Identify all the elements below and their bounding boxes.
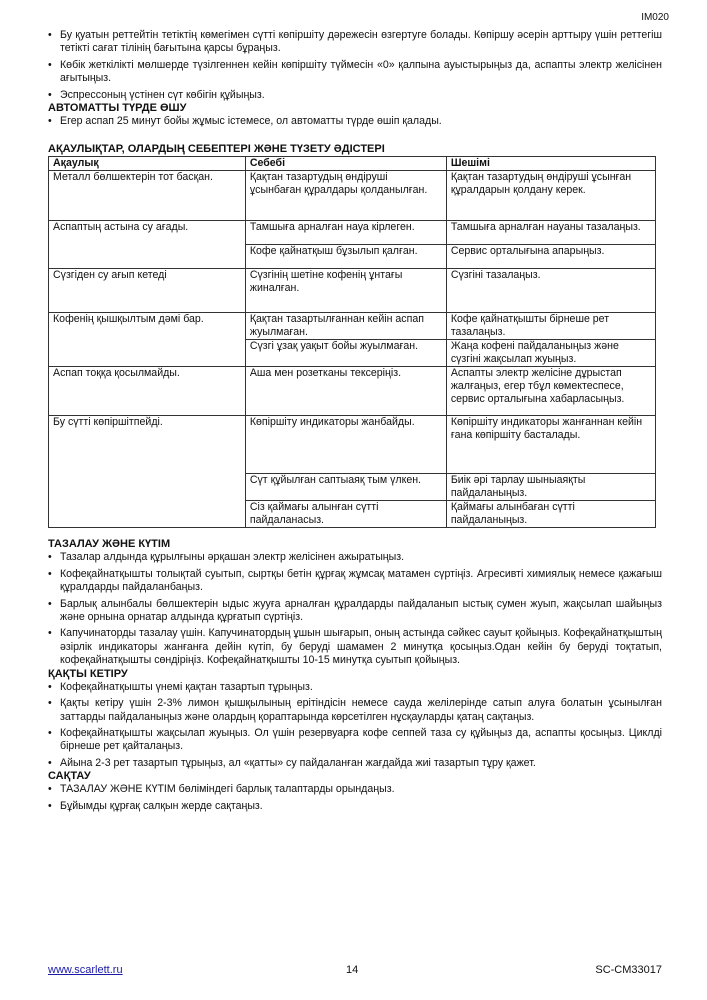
- cause-cell: Сіз қаймағы алынған сүтті пайдаланасыз.: [245, 501, 446, 528]
- problem-cell: Металл бөлшектерін тот басқан.: [49, 171, 246, 221]
- solution-cell: Кофе қайнатқышты бірнеше рет тазалаңыз.: [446, 313, 655, 340]
- cause-cell: Кофе қайнатқыш бұзылып қалған.: [245, 245, 446, 269]
- column-header-cause: Себебі: [245, 157, 446, 171]
- auto-off-bullet-list: [48, 115, 662, 128]
- bullet-item: • Бұйымды құрғақ салқын жерде сақтаңыз.: [48, 800, 662, 813]
- table-row: [49, 313, 656, 340]
- cause-cell: Тамшыға арналған науа кірлеген.: [245, 221, 446, 245]
- problem-cell: Сүзгіден су ағып кетеді: [49, 269, 246, 313]
- cleaning-heading: ТАЗАЛАУ ЖӘНЕ КҮТІМ: [48, 538, 171, 551]
- bullet-item: • Капучинаторды тазалау үшін. Капучинатордың ұшын шығарып, оның астында сәйкес сауыт қойыңыз. Кофеқайнатқыштың әзірлік индикаторы жанғанға дейін күтіп, бу берудi шамамен 2 минутқа қосыңыз.Одан кейін бу берудi тоқтатып, кофеқайнатқышты сөндіріңіз. Кофеқайнатқышты 10-15 минутқа суытып қойыңыз.: [48, 627, 662, 667]
- troubleshooting-heading: АҚАУЛЫҚТАР, ОЛАРДЫҢ СЕБЕПТЕРІ ЖӘНЕ ТҮЗЕТУ ӘДІСТЕРІ: [48, 143, 385, 156]
- cause-cell: Сүзгінің шетіне кофенің ұнтағы жиналған.: [245, 269, 446, 313]
- intro-bullet-list: [48, 29, 662, 102]
- cause-cell: Сүзгі ұзақ уақыт бойы жуылмаған.: [245, 340, 446, 367]
- bullet-item: • Көбік жеткілікті мөлшерде түзілгеннен кейін көпіршіту түймесін «0» қалпына ауыстырыңыз да, аспапты электр желісінен ағытыңыз.: [48, 59, 662, 86]
- document-id: IM020: [641, 12, 669, 23]
- problem-cell: Бу сүтті көпіршітпейді.: [49, 416, 246, 528]
- page-number: 14: [346, 964, 359, 976]
- table-row: [49, 221, 656, 245]
- storage-bullet-list: [48, 783, 662, 813]
- solution-cell: Көпіршіту индикаторы жанғаннан кейін ғана көпіршіту басталады.: [446, 416, 655, 474]
- descaling-heading: ҚАҚТЫ КЕТІРУ: [48, 667, 128, 680]
- table-header-row: [49, 157, 656, 171]
- solution-cell: Қақтан тазартудың өндіруші ұсынған құралдарын қолдану керек.: [446, 171, 655, 221]
- website-link[interactable]: www.scarlett.ru: [48, 964, 123, 976]
- problem-cell: Аспап тоққа қосылмайды.: [49, 367, 246, 416]
- model-number: SC-CM33017: [595, 964, 662, 976]
- bullet-item: • Барлық алынбалы бөлшектерін ыдыс жууға арналған құралдарды пайдаланып ыстық сумен жуып, жақсылап шайыңыз және орнына орнатар алдында құрғатып сүртіңіз.: [48, 598, 662, 625]
- column-header-solution: Шешімі: [446, 157, 655, 171]
- troubleshooting-table: [48, 156, 656, 528]
- bullet-item: • Кофеқайнатқышты жақсылап жуыңыз. Ол үшін резервуарға кофе сеппей таза су құйыңыз да, аспапты қосыңыз. Циклді бірнеше рет қайталаңыз.: [48, 727, 662, 754]
- bullet-item: • Кофеқайнатқышты үнемі қақтан тазартып тұрыңыз.: [48, 681, 662, 694]
- bullet-item: • Айына 2-3 рет тазартып тұрыңыз, ал «қатты» су пайдаланған жағдайда жиі тазартып тұру қажет.: [48, 757, 662, 770]
- bullet-item: • Бу қуатын реттейтін тетіктің көмегімен сүтті көпіршіту дәрежесін өзгертуге болады. Көпіршу әсерін арттыру үшін реттегіш тетікті сағат тілінің бағытына қарсы бұраңыз.: [48, 29, 662, 56]
- auto-off-heading: АВТОМАТТЫ ТҮРДЕ ӨШУ: [48, 102, 187, 115]
- descaling-bullet-list: [48, 681, 662, 770]
- problem-cell: Кофенің қышқылтым дәмі бар.: [49, 313, 246, 367]
- table-row: [49, 269, 656, 313]
- solution-cell: Жаңа кофені пайдаланыңыз және сүзгіні жақсылап жуыңыз.: [446, 340, 655, 367]
- solution-cell: Биік әрі тарлау шыныаяқты пайдаланыңыз.: [446, 474, 655, 501]
- cause-cell: Қақтан тазартудың өндіруші ұсынбаған құралдары қолданылған.: [245, 171, 446, 221]
- bullet-item: • Егер аспап 25 минут бойы жұмыс істемесе, ол автоматты түрде өшіп қалады.: [48, 115, 662, 128]
- bullet-item: • Кофеқайнатқышты толықтай суытып, сыртқы бетін құрғақ жұмсақ матамен сүртіңіз. Агресивті химиялық немесе қажағыш құралдарды пайдаланбаңыз.: [48, 568, 662, 595]
- bullet-item: • Тазалар алдында құрылғыны әрқашан электр желісінен ажыратыңыз.: [48, 551, 662, 564]
- solution-cell: Сүзгіні тазалаңыз.: [446, 269, 655, 313]
- table-row: [49, 171, 656, 221]
- table-row: [49, 416, 656, 474]
- column-header-problem: Ақаулық: [49, 157, 246, 171]
- cause-cell: Қақтан тазартылғаннан кейін аспап жуылмаған.: [245, 313, 446, 340]
- page-content: [48, 29, 662, 816]
- page-footer: [48, 964, 662, 978]
- bullet-item: • ТАЗАЛАУ ЖӘНЕ КҮТІМ бөліміндегі барлық талаптарды орындаңыз.: [48, 783, 662, 796]
- solution-cell: Аспапты электр желісіне дұрыстап жалғаңыз, егер тбұл көмектеспесе, сервис орталығына хабарласыңыз.: [446, 367, 655, 416]
- solution-cell: Сервис орталығына апарыңыз.: [446, 245, 655, 269]
- table-row: [49, 367, 656, 416]
- solution-cell: Тамшыға арналған науаны тазалаңыз.: [446, 221, 655, 245]
- cause-cell: Көпіршіту индикаторы жанбайды.: [245, 416, 446, 474]
- cleaning-bullet-list: [48, 551, 662, 667]
- bullet-item: • Эспрессоның үстінен сүт көбігін құйыңыз.: [48, 89, 662, 102]
- solution-cell: Қаймағы алынбаған сүтті пайдаланыңыз.: [446, 501, 655, 528]
- cause-cell: Сүт құйылған саптыаяқ тым үлкен.: [245, 474, 446, 501]
- problem-cell: Аспаптың астына су ағады.: [49, 221, 246, 269]
- storage-heading: САҚТАУ: [48, 770, 91, 783]
- cause-cell: Аша мен розетканы тексеріңіз.: [245, 367, 446, 416]
- bullet-item: • Қақты кетіру үшін 2-3% лимон қышқылының ерітіндісін немесе сауда желілерінде сатып алуға болатын ұсынылған заттарды пайдаланыңыз және олардың қораптарында көрсетілген нұсқауларды қатаң сақтаңыз.: [48, 697, 662, 724]
